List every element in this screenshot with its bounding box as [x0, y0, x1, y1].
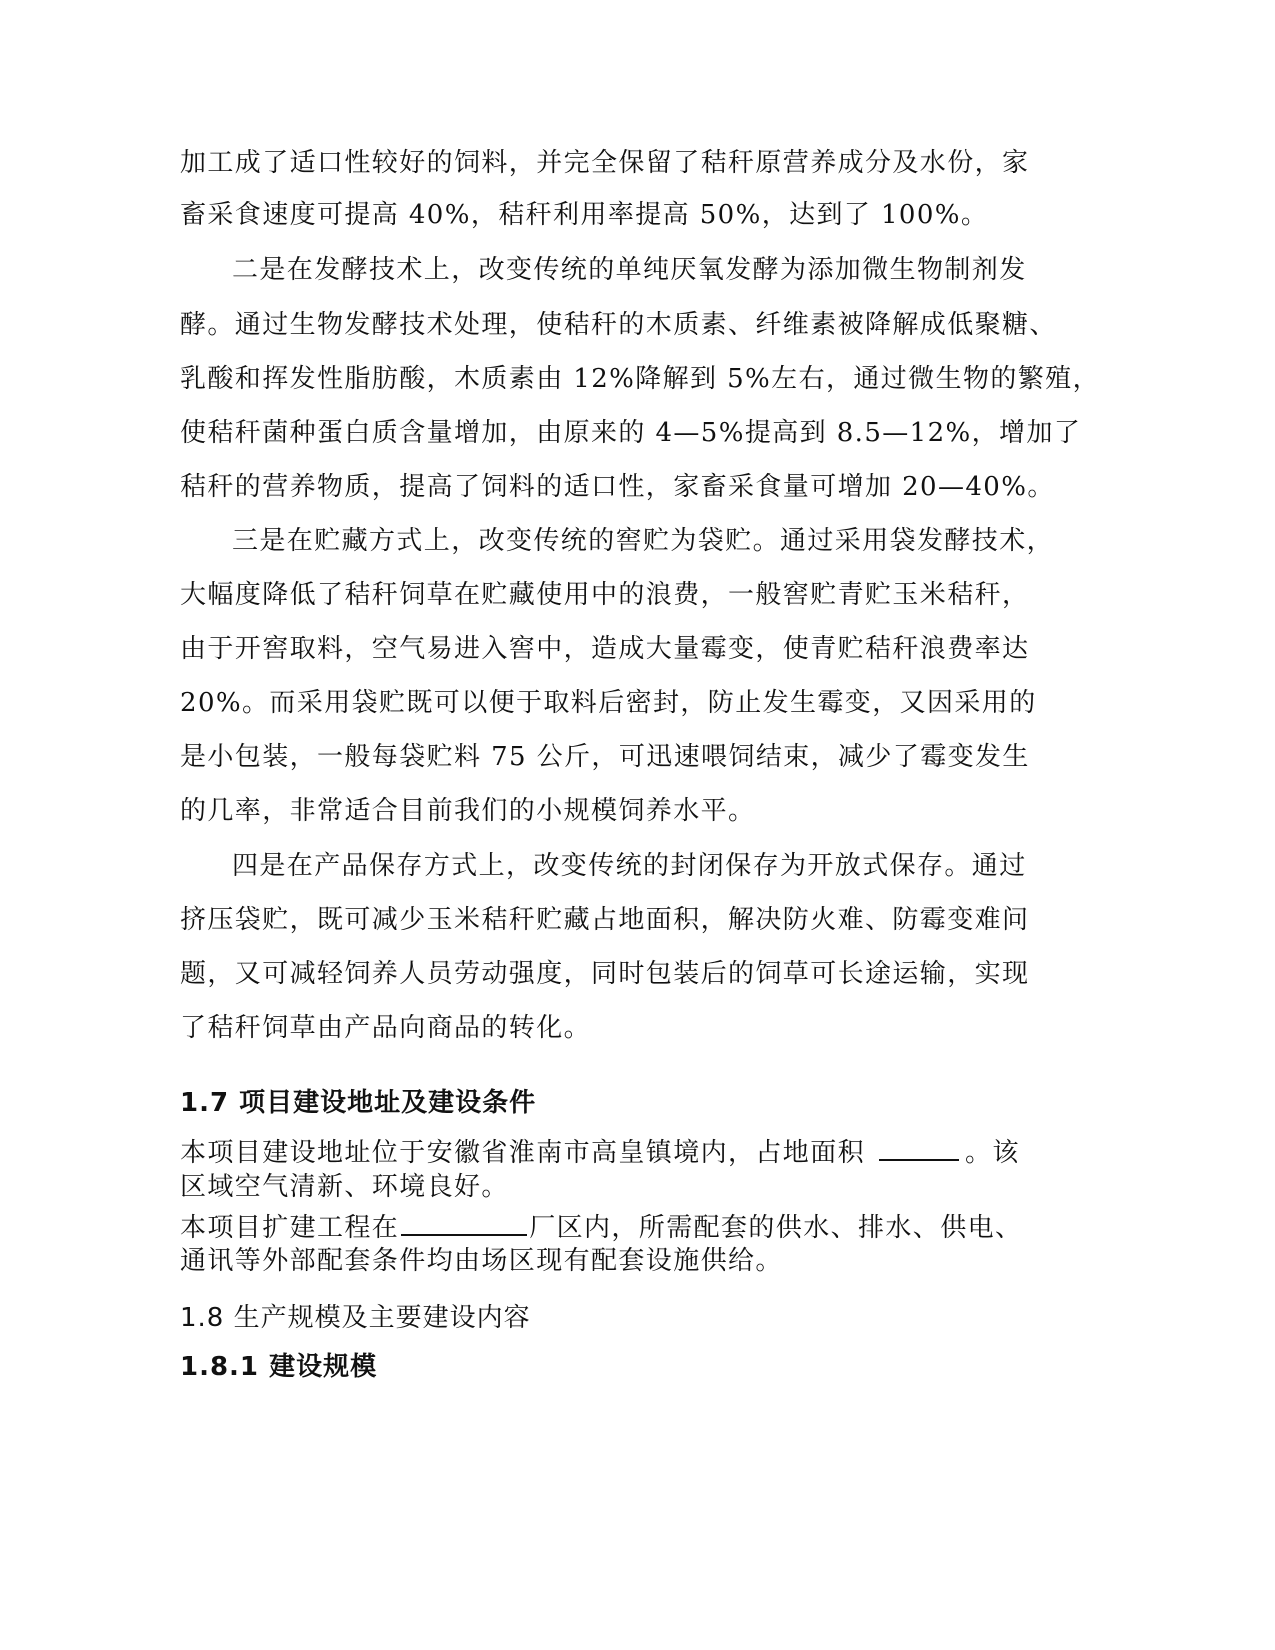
site-address-suffix: 。该: [965, 1138, 1020, 1168]
paragraph-line: 是小包装，一般每袋贮料 75 公斤，可迅速喂饲结束，减少了霉变发生: [180, 742, 1030, 772]
paragraph-line: 题，又可减轻饲养人员劳动强度，同时包装后的饲草可长途运输，实现: [180, 959, 1030, 989]
paragraph-line: 四是在产品保存方式上，改变传统的封闭保存为开放式保存。通过: [232, 851, 1027, 881]
expansion-suffix: 厂区内，所需配套的供水、排水、供电、: [529, 1213, 1023, 1243]
factory-blank-field: [401, 1208, 527, 1236]
paragraph-line: 的几率，非常适合目前我们的小规模饲养水平。: [180, 796, 756, 826]
paragraph-line: 二是在发酵技术上，改变传统的单纯厌氧发酵为添加微生物制剂发: [232, 255, 1027, 285]
paragraph-line: 由于开窖取料，空气易进入窖中，造成大量霉变，使青贮秸秆浪费率达: [180, 634, 1030, 664]
paragraph-line: 畜采食速度可提高 40%，秸秆利用率提高 50%，达到了 100%。: [180, 200, 989, 230]
paragraph-line: 三是在贮藏方式上，改变传统的窖贮为袋贮。通过采用袋发酵技术，: [232, 526, 1055, 556]
utilities-line: 通讯等外部配套条件均由场区现有配套设施供给。: [180, 1246, 783, 1276]
environment-line: 区域空气清新、环境良好。: [180, 1172, 509, 1202]
expansion-text: 本项目扩建工程在: [180, 1213, 400, 1243]
paragraph-line: 了秸秆饲草由产品向商品的转化。: [180, 1013, 592, 1043]
paragraph-line: 20%。而采用袋贮既可以便于取料后密封，防止发生霉变，又因采用的: [180, 688, 1037, 718]
section-heading-1-7: 1.7 项目建设地址及建设条件: [180, 1088, 537, 1118]
subsection-heading-1-8-1: 1.8.1 建设规模: [180, 1352, 378, 1382]
section-heading-1-8: 1.8 生产规模及主要建设内容: [180, 1303, 531, 1333]
paragraph-line: 酵。通过生物发酵技术处理，使秸秆的木质素、纤维素被降解成低聚糖、: [180, 310, 1057, 340]
expansion-line: [180, 1208, 1050, 1245]
paragraph-line: 使秸秆菌种蛋白质含量增加，由原来的 4—5%提高到 8.5—12%，增加了: [180, 418, 1082, 448]
area-blank-field: [879, 1133, 959, 1161]
paragraph-line: 乳酸和挥发性脂肪酸，木质素由 12%降解到 5%左右，通过微生物的繁殖，: [180, 364, 1100, 394]
paragraph-line: 秸秆的营养物质，提高了饲料的适口性，家畜采食量可增加 20—40%。: [180, 472, 1055, 502]
paragraph-line: 挤压袋贮，既可减少玉米秸秆贮藏占地面积，解决防火难、防霉变难问: [180, 905, 1030, 935]
site-address-text: 本项目建设地址位于安徽省淮南市高皇镇境内，占地面积: [180, 1138, 866, 1168]
site-address-line: [180, 1133, 1050, 1170]
paragraph-line: 加工成了适口性较好的饲料，并完全保留了秸秆原营养成分及水份，家: [180, 148, 1030, 178]
paragraph-line: 大幅度降低了秸秆饲草在贮藏使用中的浪费，一般窖贮青贮玉米秸秆，: [180, 580, 1030, 610]
